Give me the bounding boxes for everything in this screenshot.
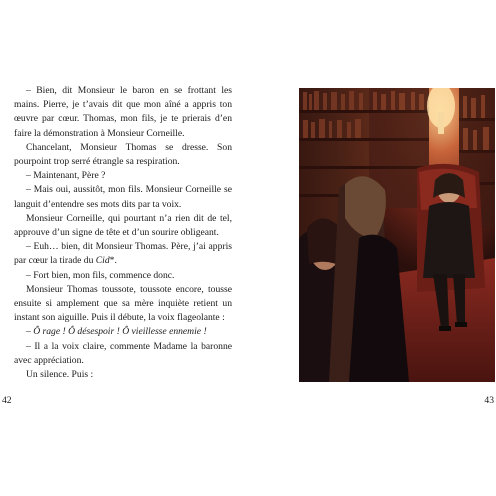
paragraph: – Il a la voix claire, commente Madame la baronne avec appréciation. bbox=[14, 340, 232, 366]
verse-line bbox=[14, 325, 232, 339]
paragraph: – Mais oui, aussitôt, mon fils. Monsieur Corneille se languit d’entendre ses mots dits par ta voix. bbox=[14, 184, 232, 210]
candle bbox=[438, 112, 444, 134]
page-number-left: 42 bbox=[2, 395, 12, 406]
cid-suffix: *. bbox=[109, 255, 117, 267]
text-block bbox=[14, 84, 232, 382]
paragraph: – Maintenant, Père ? bbox=[26, 170, 106, 182]
page-number-right: 43 bbox=[484, 395, 494, 406]
paragraph-cid-text: – Euh… bien, dit Monsieur Thomas. Père, j’ai appris par cœur la tirade du bbox=[14, 241, 232, 267]
paragraph-cid bbox=[14, 240, 232, 268]
paragraph: Monsieur Thomas toussote, toussote encore, tousse ensuite si amplement que sa mère inquiète retient un instant son aiguille. Puis il débute, la voix flageolante : bbox=[14, 283, 232, 324]
paragraph: – Fort bien, mon fils, commence donc. bbox=[26, 269, 175, 281]
paragraph: Chancelant, Monsieur Thomas se dresse. Son pourpoint trop serré étrangle sa respiration. bbox=[14, 141, 232, 168]
paragraph: Monsieur Corneille, qui pourtant n’a rien dit de tel, approuve d’un signe de tête et d’un sourire obligeant. bbox=[14, 212, 232, 239]
paragraph: – Bien, dit Monsieur le baron en se frottant les mains. Pierre, je t’avais dit que mon aîné a appris ton œuvre par cœur. Thomas, mon fils, je te prierais d’en faire la démonstration à Monsieur Corneille. bbox=[14, 85, 232, 139]
illustration-painting bbox=[299, 88, 495, 382]
paragraph: Un silence. Puis : bbox=[26, 369, 94, 381]
verse-text: – Ô rage ! Ô désespoir ! Ô vieillesse ennemie ! bbox=[26, 326, 207, 338]
illustration bbox=[299, 88, 495, 382]
cid-title: Cid bbox=[95, 255, 110, 267]
